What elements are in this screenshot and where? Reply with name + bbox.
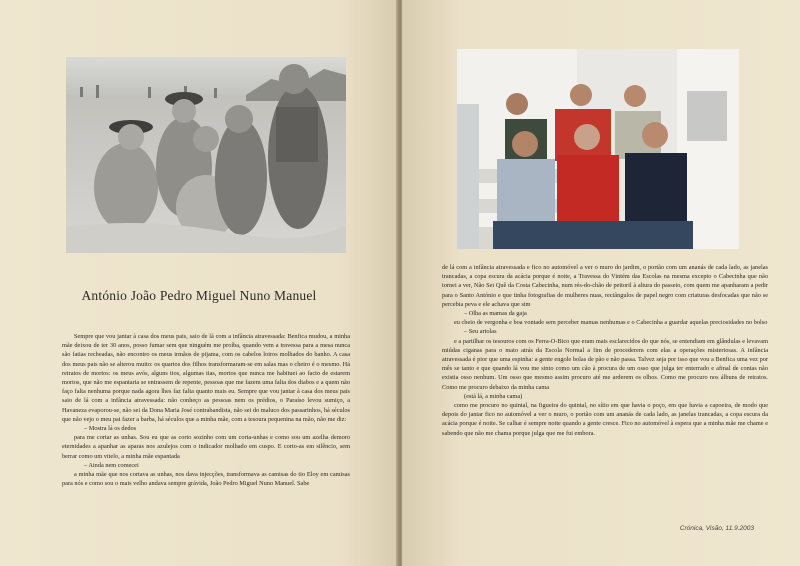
paragraph: – Mostra lá os dedos <box>84 425 137 433</box>
left-page <box>0 0 398 566</box>
paragraph: – Olha as mamas da gaja <box>464 310 527 318</box>
paragraph: Sempre que vou jantar à casa dos meus pais, saio de lá com a infância atravessada: Benfica mudou, a minha mãe deixou de ter 30 anos, posso fumar sem que ninguém me proíba, quando vem a travessa para a mesa nunca são fatias recheadas, não encontro os meus irmãos de pijama, com os cabelos loiros molhados do banho. A casa dos meus pais não se alterou muito: os quartos dos filhos transformaram-se em salas mas o cheiro é o mesmo. Há retratos de mortos: os meus avós, alguns tios, algumas tias, mortos que nunca me habituei ao facto de estarem mortos, que não me espantaria se entrassem de repente, pessoas que me fazem uma falta dos diabos e a quem não faço falta nenhuma porque nada agora lhes faz falta quanto mais eu. Sempre que vou jantar à casa dos meus pais saio de lá com a infância atravessada: não conheço as pessoas nem os prédios, o Paraíso levou sumiço, a Havaneza evaporou-se, não sei da Dona Maria José contrabandista, não sei do maluco dos passarinhos, há séculos que não vejo o meu pai fazer a barba, há séculos que a minha mãe, com a tesoura pequenina na mão, não me diz: <box>62 333 350 423</box>
right-page <box>402 0 800 566</box>
right-body-text <box>442 263 768 438</box>
chronicle-title: António João Pedro Miguel Nuno Manuel <box>81 288 317 303</box>
paragraph: a minha mãe que nos cortava as unhas, nos dava injecções, transformava as camisas do tio Eloy em camisas para nós e como sou o mais velho andava sempre grávida, João Pedro Miguel Nuno Manuel. Sabe <box>62 471 350 488</box>
paragraph: de lá com a infância atravessada e fico no automóvel a ver o muro do jardim, o portão com um ananás de cada lado, as janelas trancadas, a copa escura da acácia porque é noite, a Travessa do Vintém das Escolas na mesma excepto o Cabecinha que não tornei a ver, Não Sei Quê da Costa Cabecinha, num rés-do-chão de peitoril à altura do passeio, com quem me apanharam a pedir para o Santo António e que tinha fotografias de mulheres nuas, rectângulos de papel negro com criaturas desfocadas que não se percebia peva e ele achava que sim <box>442 264 768 308</box>
paragraph: – Ainda nem comecei <box>84 461 139 469</box>
left-body-text <box>62 332 350 488</box>
paragraph: – Seu artolas <box>464 328 497 336</box>
chronicle-source-date: Crónica, Visão, 11.9.2003 <box>679 525 754 532</box>
paragraph: eu cheio de vergonha e boa vontade sem perceber mamas nenhumas e o Cabecinha a guardar aquelas preciosidades no bolso <box>454 319 768 327</box>
paragraph: para me cortar as unhas. Sou eu que as corto sozinho com um corta-unhas e como sou um azelha demoro eternidades a apanhar as aparas nos azulejos com o indicador molhado em cuspo. E corto-as em silêncio, sem berrar como um vitelo, a minha mãe espantada <box>62 434 350 460</box>
photo-children-on-beach <box>66 57 346 253</box>
paragraph: como me procuro no quintal, na figueira do quintal, no sítio em que havia o poço, em que havia a capoeira, de modo que depois do jantar fico no automóvel a ver o muro, o portão com um ananás de cada lado, as janelas trancadas, a copa escura da acácia porque é noite. Se calhar é sempre noite quando a gente cresce. Fico no automóvel à espera que a minha mãe me chame e sabendo que não me chama porque julga que me fui embora. <box>442 402 768 437</box>
paragraph: (está lá, a minha cama) <box>464 392 523 400</box>
paragraph: e a partilhar os tesouros com os Ferra-O-Bico que eram mais esclarecidos do que nós, se entendiam em glândulas e levavam miúdas ciganas para o mato atrás da Escola Normal a fim de procederem com elas a operações misteriosas. A infância atravessada é pior que uma espinha: a gente engole bolas de pão e não passa. Talvez seja por isso que vou a Benfica uma vez por mês se tanto e que quando lá vou me sinto como um cão à procura de um osso que julga ter enterrado e afinal de contas não existia osso nenhum. Um osso que mesmo assim procuro até me arderem os olhos. Como me procuro nos álbuns de retratos. Como me procuro debaixo da minha cama <box>442 337 768 391</box>
photo-six-men-on-steps <box>457 49 739 249</box>
